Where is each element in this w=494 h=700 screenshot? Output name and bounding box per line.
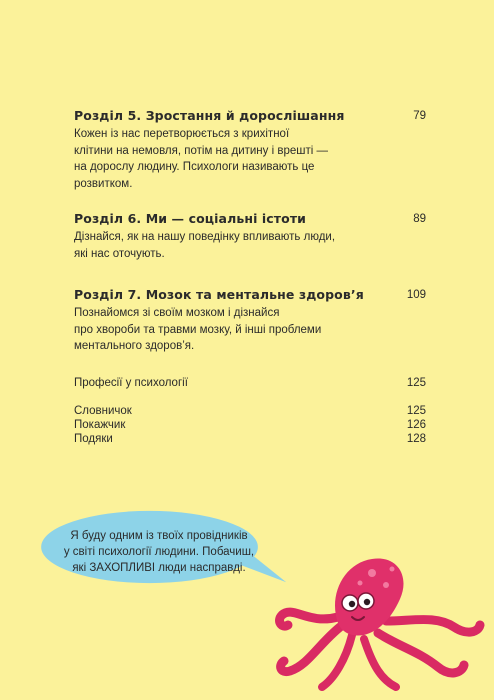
description-line: на дорослу людину. Психологи називають це [74,161,315,173]
chapter-page-number: 89 [413,213,426,225]
toc-extra-acknowledgements [74,432,426,446]
description-line: Познайомся зі своїм мозком і дізнайся [74,307,280,319]
description-line: Кожен із нас перетворюється з крихітної [74,128,290,140]
description-line: які нас оточують. [74,247,165,260]
toc-extra-glossary [74,404,426,418]
description-line: ментального здоров’я. [74,340,195,352]
toc-chapter-7 [74,287,426,355]
extra-page-number: 126 [406,419,426,431]
chapter-description [74,305,364,355]
extra-label: Подяки [74,433,113,445]
chapter-page-number: 109 [406,289,426,301]
toc-extra-professions [74,376,426,390]
toc-extra-index [74,418,426,432]
extra-label: Професії у психології [74,377,188,389]
chapter-description [74,229,364,262]
extra-page-number: 128 [406,433,426,445]
toc-chapter-6 [74,211,426,262]
toc-chapter-5 [74,108,426,192]
chapter-title: Розділ 6. Ми — соціальні істоти [74,211,307,226]
chapter-page-number: 79 [413,110,426,122]
chapter-description [74,126,364,192]
description-line: Дізнайся, як на нашу поведінку впливають люди, [74,231,336,243]
description-line: клітини на немовля, потім на дитину і врешті — [74,144,328,157]
extra-label: Покажчик [74,419,126,431]
description-line: про хвороби та травми мозку, й інші проблеми [74,323,322,336]
extra-page-number: 125 [406,377,426,389]
extra-page-number: 125 [406,405,426,417]
bubble-line: які ЗАХОПЛИВІ люди насправді. [72,562,246,574]
chapter-title: Розділ 7. Мозок та ментальне здоров’я [74,287,364,302]
speech-bubble-text [40,528,278,576]
chapter-title: Розділ 5. Зростання й дорослішання [74,108,345,123]
bubble-line: у світі психології людини. Побачиш, [63,546,255,558]
extra-label: Словничок [74,405,132,417]
bubble-line: Я буду одним із твоїх провідників [70,530,248,542]
description-line: розвитком. [74,177,133,190]
octopus-illustration [268,555,488,695]
